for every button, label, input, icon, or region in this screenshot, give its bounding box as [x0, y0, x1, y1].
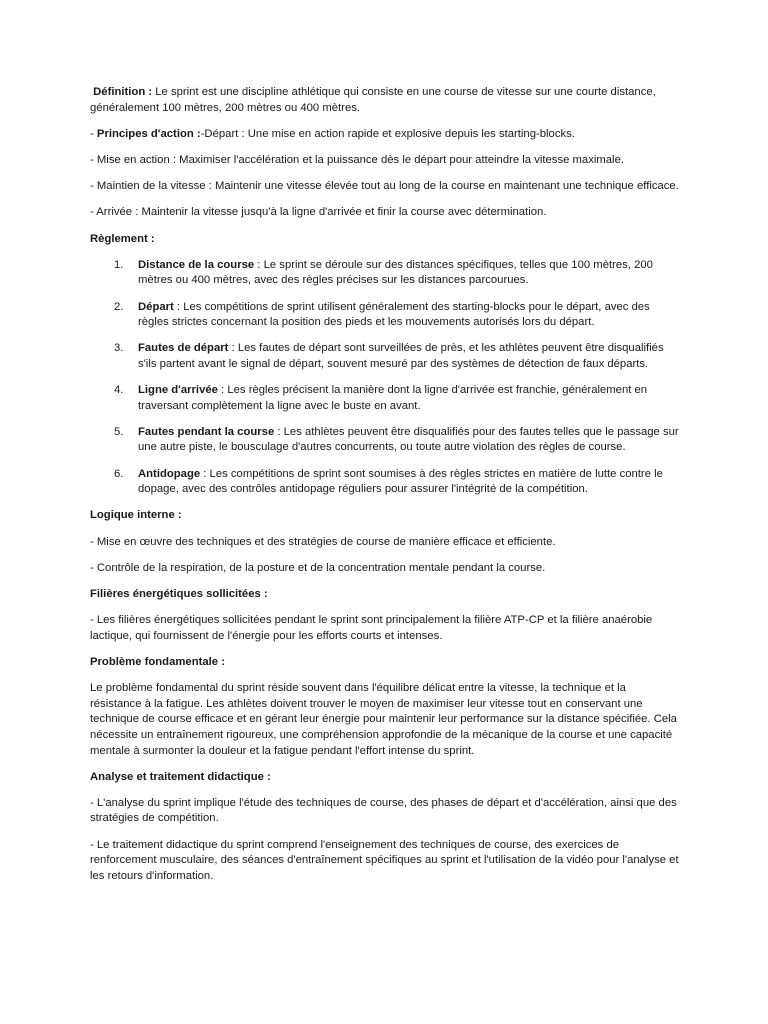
reglement-item-title: Distance de la course [138, 258, 255, 271]
document-page [90, 85, 680, 895]
reglement-item-number: 6. [114, 467, 124, 480]
reglement-item-number: 3. [114, 342, 124, 355]
reglement-item-text: : Les athlètes peuvent être disqualifiés pour des fautes telles que le passage sur une autre piste, le bousculage d'autres concurrents, ou toute autre violation des règles de course. [138, 425, 679, 454]
logique-heading: Logique interne : [90, 509, 182, 522]
probleme-heading: Problème fondamentale : [90, 655, 225, 668]
principes-text: -Départ : Une mise en action rapide et explosive depuis les starting-blocks. [200, 127, 575, 140]
filieres-text: - Les filières énergétiques sollicitées pendant le sprint sont principalement la filière ATP-CP et la filière anaérobie lactique, qui fournissent de l'énergie pour les efforts courts et intenses. [90, 614, 653, 642]
reglement-item-title: Fautes pendant la course [138, 425, 275, 438]
principe-maintien-vitesse: - Maintien de la vitesse : Maintenir une vitesse élevée tout au long de la course en maintenant une technique efficace. [90, 180, 679, 193]
definition-text: Le sprint est une discipline athlétique qui consiste en une course de vitesse sur une courte distance, généralement 100 mètres, 200 mètres ou 400 mètres. [90, 86, 656, 114]
reglement-item [90, 425, 680, 456]
reglement-item-text: : Le sprint se déroule sur des distances spécifiques, telles que 100 mètres, 200 mètres ou 400 mètres, avec des règles précises sur les distances parcourues. [138, 258, 653, 287]
principe-arrivee: - Arrivée : Maintenir la vitesse jusqu'à la ligne d'arrivée et finir la course avec détermination. [90, 206, 547, 219]
reglement-item-title: Antidopage [138, 467, 201, 480]
principes-prefix: - [90, 127, 97, 140]
probleme-text: Le problème fondamental du sprint réside souvent dans l'équilibre délicat entre la vitesse, la technique et la résistance à la fatigue. Les athlètes doivent trouver le moyen de maximiser leur vitesse tout en conservant une technique de course efficace et en gérant leur énergie pour maintenir leur performance sur la distance spécifiée. Cela nécessite un entraînement rigoureux, une compréhension approfondie de la mécanique de la course et une capacité mentale à surmonter la douleur et la fatigue pendant l'effort intense du sprint. [90, 682, 677, 757]
reglement-item [90, 467, 680, 498]
reglement-item-number: 4. [114, 384, 124, 397]
reglement-list [90, 258, 680, 498]
reglement-item [90, 383, 680, 414]
analyse-heading: Analyse et traitement didactique : [90, 770, 271, 783]
reglement-item [90, 341, 680, 372]
principes-paragraph [90, 127, 680, 143]
reglement-item-text: : Les compétitions de sprint sont soumises à des règles strictes en matière de lutte contre le dopage, avec des contrôles antidopage réguliers pour assurer l'intégrité de la compétition. [138, 467, 663, 496]
reglement-heading: Règlement : [90, 232, 155, 245]
analyse-bullet: - L'analyse du sprint implique l'étude des techniques de course, des phases de départ et d'accélération, ainsi que des stratégies de compétition. [90, 796, 677, 825]
reglement-item [90, 258, 680, 289]
reglement-item-title: Fautes de départ [138, 342, 229, 355]
analyse-bullet: - Le traitement didactique du sprint comprend l'enseignement des techniques de course, des exercices de renforcement musculaire, des séances d'entraînement spécifiques au sprint et l'utilisation de la vidéo pour l'analyse et les retours d'information. [90, 838, 679, 882]
principes-label: Principes d'action : [96, 127, 201, 140]
principe-mise-en-action: - Mise en action : Maximiser l'accélération et la puissance dès le départ pour atteindre la vitesse maximale. [90, 153, 624, 166]
logique-bullet: - Contrôle de la respiration, de la posture et de la concentration mentale pendant la course. [90, 561, 546, 574]
reglement-item [90, 300, 680, 331]
definition-label: Définition : [93, 86, 153, 98]
reglement-item-text: : Les fautes de départ sont surveillées de près, et les athlètes peuvent être disqualifiés s'ils partent avant le signal de départ, souvent mesuré par des systèmes de détection de faux départs. [138, 342, 664, 370]
filieres-heading: Filières énergétiques sollicitées : [90, 587, 268, 600]
reglement-item-title: Ligne d'arrivée [138, 384, 218, 397]
reglement-item-number: 5. [114, 425, 124, 438]
reglement-item-text: : Les règles précisent la manière dont la ligne d'arrivée est franchie, généralement en traversant complètement la ligne avec le buste en avant. [138, 384, 648, 412]
logique-bullet: - Mise en œuvre des techniques et des stratégies de course de manière efficace et efficiente. [90, 535, 556, 548]
definition-paragraph [90, 85, 680, 116]
reglement-item-number: 2. [114, 300, 124, 313]
reglement-item-title: Départ [138, 300, 174, 313]
reglement-item-number: 1. [114, 258, 124, 271]
reglement-item-text: : Les compétitions de sprint utilisent généralement des starting-blocks pour le départ, avec des règles strictes concernant la position des pieds et les mouvements autorisés lors du départ. [138, 300, 650, 329]
